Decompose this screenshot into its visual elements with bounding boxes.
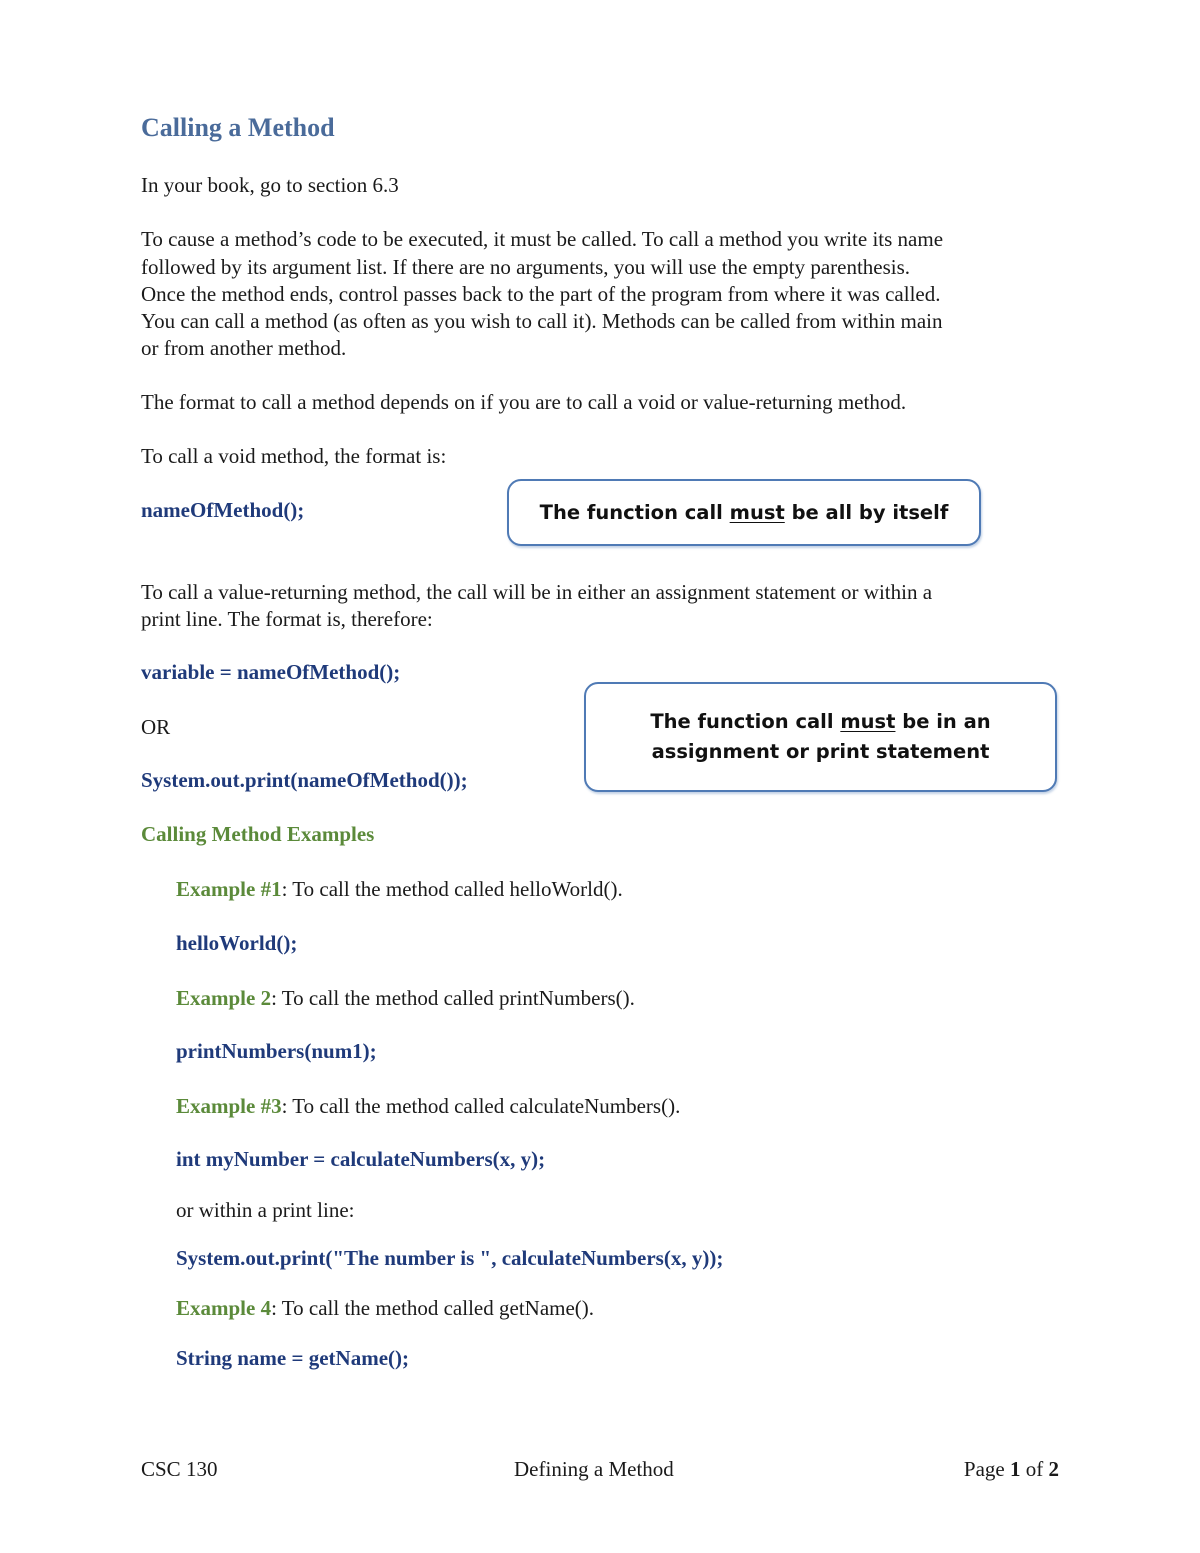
paragraph-line: followed by its argument list. If there are no arguments, you will use the empty parenthesis. bbox=[141, 255, 911, 279]
paragraph-line: Once the method ends, control passes back to the part of the program from where it was called. bbox=[141, 282, 941, 306]
examples-heading: Calling Method Examples bbox=[141, 822, 375, 846]
value-intro-line: To call a value-returning method, the call will be in either an assignment statement or within a bbox=[141, 580, 933, 604]
intro-line: In your book, go to section 6.3 bbox=[141, 173, 399, 197]
or-label: OR bbox=[141, 715, 171, 739]
example-2-line: Example 2: To call the method called printNumbers(). bbox=[176, 986, 635, 1010]
callout-void bbox=[507, 479, 981, 546]
page-title: Calling a Method bbox=[141, 113, 335, 142]
value-code-print: System.out.print(nameOfMethod()); bbox=[141, 768, 468, 792]
print-line-code: System.out.print("The number is ", calculateNumbers(x, y)); bbox=[176, 1246, 724, 1270]
example-3-line: Example #3: To call the method called calculateNumbers(). bbox=[176, 1094, 681, 1118]
example-4-line: Example 4: To call the method called getName(). bbox=[176, 1296, 595, 1320]
format-line: The format to call a method depends on if you are to call a void or value-returning method. bbox=[141, 390, 907, 414]
footer-course: CSC 130 bbox=[141, 1457, 218, 1481]
example-1-line: Example #1: To call the method called helloWorld(). bbox=[176, 877, 623, 901]
paragraph-line: or from another method. bbox=[141, 336, 347, 360]
print-line-intro: or within a print line: bbox=[176, 1198, 355, 1222]
callout-value-text: The function call must be in an assignment or print statement bbox=[650, 710, 991, 763]
void-code: nameOfMethod(); bbox=[141, 498, 305, 522]
footer-title: Defining a Method bbox=[514, 1457, 674, 1481]
void-intro: To call a void method, the format is: bbox=[141, 444, 447, 468]
paragraph-line: You can call a method (as often as you wish to call it). Methods can be called from within main bbox=[141, 309, 943, 333]
value-code-assignment: variable = nameOfMethod(); bbox=[141, 660, 401, 684]
footer-page-number: Page 1 of 2 bbox=[963, 1457, 1059, 1481]
callout-void-text: The function call must be all by itself bbox=[539, 501, 949, 524]
value-intro-line: print line. The format is, therefore: bbox=[141, 607, 433, 631]
paragraph-line: To cause a method’s code to be executed, it must be called. To call a method you write its name bbox=[141, 227, 944, 251]
example-4-code: String name = getName(); bbox=[176, 1346, 409, 1370]
example-1-code: helloWorld(); bbox=[176, 931, 298, 955]
callout-value bbox=[584, 682, 1057, 792]
example-2-code: printNumbers(num1); bbox=[176, 1039, 377, 1063]
example-3-code: int myNumber = calculateNumbers(x, y); bbox=[176, 1147, 546, 1171]
